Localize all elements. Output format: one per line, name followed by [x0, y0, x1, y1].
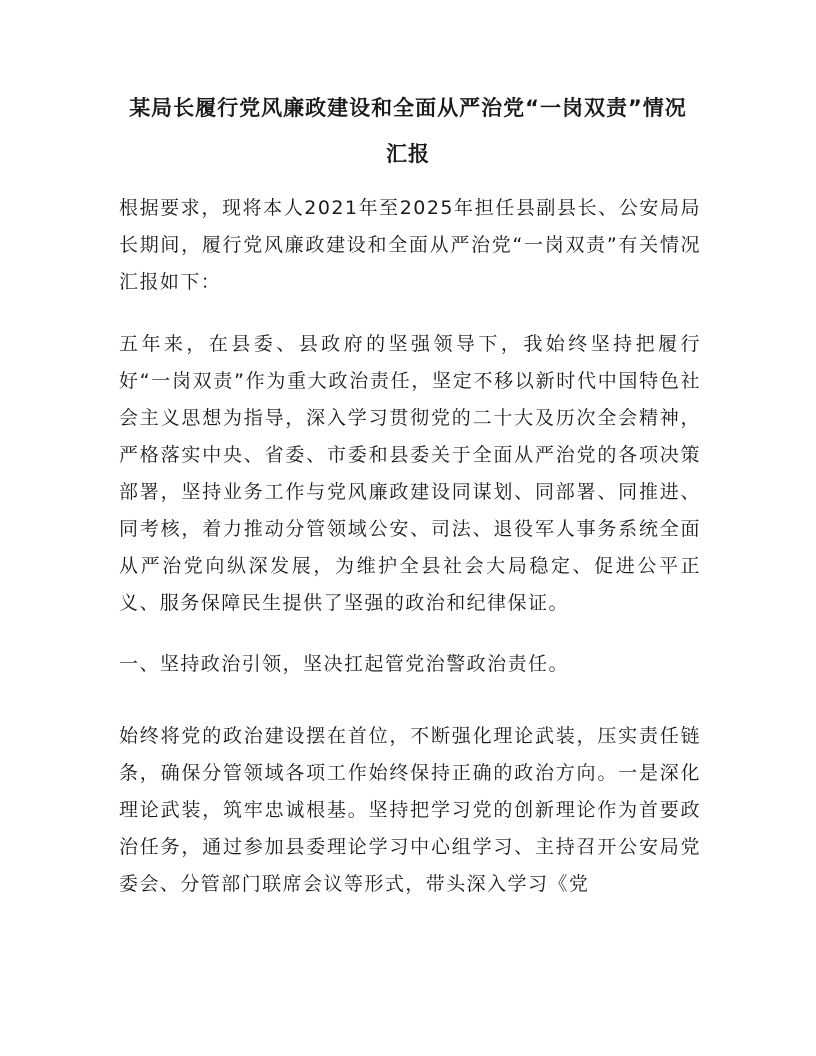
- overview-paragraph: 五年来，在县委、县政府的坚强领导下，我始终坚持把履行好“一岗双责”作为重大政治责任，坚定不移以新时代中国特色社会主义思想为指导，深入学习贯彻党的二十大及历次全会精神，严格落实中央、省委、市委和县委关于全面从严治党的各项决策部署，坚持业务工作与党风廉政建设同谋划、同部署、同推进、同考核，着力推动分管领域公安、司法、退役军人事务系统全面从严治党向纵深发展，为维护全县社会大局稳定、促进公平正义、服务保障民生提供了坚强的政治和纪律保证。: [119, 333, 701, 614]
- document-title-line-2: 汇报: [386, 142, 430, 166]
- section-heading-1: 一、坚持政治引领，坚决扛起管党治警政治责任。: [119, 653, 569, 675]
- section-1-body-paragraph: 始终将党的政治建设摆在首位，不断强化理论武装，压实责任链条，确保分管领域各项工作始终保持正确的政治方向。一是深化理论武装，筑牢忠诚根基。坚持把学习党的创新理论作为首要政治任务，通过参加县委理论学习中心组学习、主持召开公安局党委会、分管部门联席会议等形式，带头深入学习《党: [119, 725, 701, 895]
- document-title-line-1: 某局长履行党风廉政建设和全面从严治党“一岗双责”情况: [129, 96, 687, 120]
- intro-paragraph: 根据要求，现将本人2021年至2025年担任县副县长、公安局局长期间，履行党风廉政建设和全面从严治党“一岗双责”有关情况汇报如下：: [119, 197, 701, 293]
